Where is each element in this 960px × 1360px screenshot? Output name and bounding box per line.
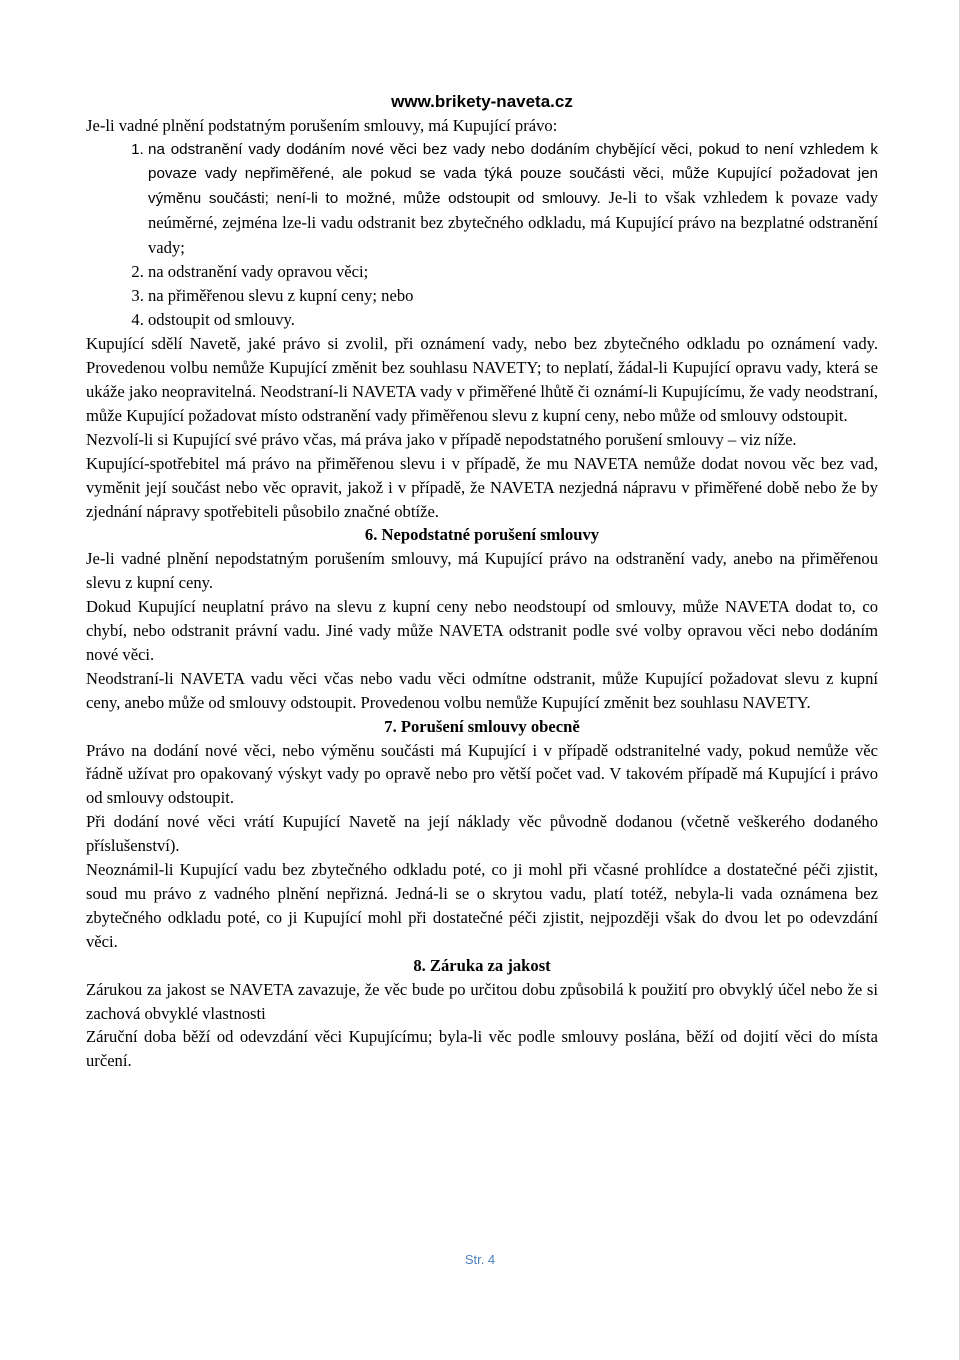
paragraph: Právo na dodání nové věci, nebo výměnu součásti má Kupující i v případě odstranitelné vady, pokud nemůže věc řádně užívat pro opakovaný výskyt vady po opravě nebo pro větší počet vad. V takovém případě má Kupující i právo od smlouvy odstoupit. xyxy=(86,740,878,808)
paragraph: Při dodání nové věci vrátí Kupující Navetě na její náklady věc původně dodanou (včetně veškerého dodaného příslušenství). xyxy=(86,812,878,856)
paragraph: Dokud Kupující neuplatní právo na slevu z kupní ceny nebo neodstoupí od smlouvy, může NAVETA dodat to, co chybí, nebo odstranit právní vadu. Jiné vady může NAVETA odstranit podle své volby opravou věci nebo dodáním nové věci. xyxy=(86,597,878,664)
document-body xyxy=(86,90,878,1073)
website-header: www.brikety-naveta.cz xyxy=(391,92,573,111)
paragraph: Kupující-spotřebitel má právo na přiměřenou slevu i v případě, že mu NAVETA nemůže dodat novou věc bez vad, vyměnit její součást nebo věc opravit, jakož i v případě, že NAVETA nezjedná nápravu v přiměřené době nebo že by zjednání nápravy spotřebiteli působilo značné obtíže. xyxy=(86,453,878,521)
paragraph: Kupující sdělí Navetě, jaké právo si zvolil, při oznámení vady, nebo bez zbytečného odkladu po oznámení vady. Provedenou volbu nemůže Kupující změnit bez souhlasu NAVETY; to neplatí, žádal-li Kupující opravu vady, která se ukáže jako neopravitelná. Neodstraní-li NAVETA vady v přiměřené lhůtě či oznámí-li Kupujícímu, že vady neodstraní, může Kupující požadovat místo odstranění vady přiměřenou slevu z kupní ceny, nebo může od smlouvy odstoupit. xyxy=(86,334,878,425)
intro-paragraph: Je-li vadné plnění podstatným porušením smlouvy, má Kupující právo: xyxy=(86,116,558,135)
list-item: 3. na přiměřenou slevu z kupní ceny; nebo xyxy=(148,284,878,308)
paragraph: Nezvolí-li si Kupující své právo včas, má práva jako v případě nepodstatného porušení smlouvy – viz níže. xyxy=(86,429,797,449)
rights-list xyxy=(86,138,878,332)
section-heading-8: 8. Záruka za jakost xyxy=(413,955,551,975)
paragraph: Neoznámil-li Kupující vadu bez zbytečného odkladu poté, co ji mohl při včasné prohlídce a dostatečné péči zjistit, soud mu právo z vadného plnění nepřizná. Jedná-li se o skrytou vadu, platí totéž, nebyla-li vada oznámena bez zbytečného odkladu poté, co ji Kupující mohl při dostatečné péči zjistit, nejpozději však do dvou let po odevzdání věci. xyxy=(86,860,878,951)
section-heading-7: 7. Porušení smlouvy obecně xyxy=(384,716,580,736)
paragraph: Je-li vadné plnění nepodstatným porušením smlouvy, má Kupující právo na odstranění vady, anebo na přiměřenou slevu z kupní ceny. xyxy=(86,549,878,593)
paragraph: Zárukou za jakost se NAVETA zavazuje, že věc bude po určitou dobu způsobilá k použití pro obvyklý účel nebo že si zachová obvyklé vlastnosti xyxy=(86,979,878,1023)
page-number: Str. 4 xyxy=(464,1252,496,1267)
list-item: 2. na odstranění vady opravou věci; xyxy=(148,260,878,284)
paragraph: Neodstraní-li NAVETA vadu věci včas nebo vadu věci odmítne odstranit, může Kupující požadovat slevu z kupní ceny, anebo může od smlouvy odstoupit. Provedenou volbu nemůže Kupující změnit bez souhlasu NAVETY. xyxy=(86,668,878,712)
list-item: 1. na odstranění vady dodáním nové věci bez vady nebo dodáním chybějící věci, pokud to není vzhledem k povaze vady nepřiměřené, ale pokud se vada týká pouze součásti věci, může Kupující požadovat jen výměnu součásti; není-li to možné, může odstoupit od smlouvy. Je-li to však vzhledem k povaze vady neúměrné, zejména lze-li vadu odstranit bez zbytečného odkladu, má Kupující právo na bezplatné odstranění vady; xyxy=(148,138,878,261)
paragraph: Záruční doba běží od odevzdání věci Kupujícímu; byla-li věc podle smlouvy poslána, běží od dojití věci do místa určení. xyxy=(86,1027,878,1071)
section-heading-6: 6. Nepodstatné porušení smlouvy xyxy=(364,525,600,545)
list-item: 4. odstoupit od smlouvy. xyxy=(148,308,878,332)
